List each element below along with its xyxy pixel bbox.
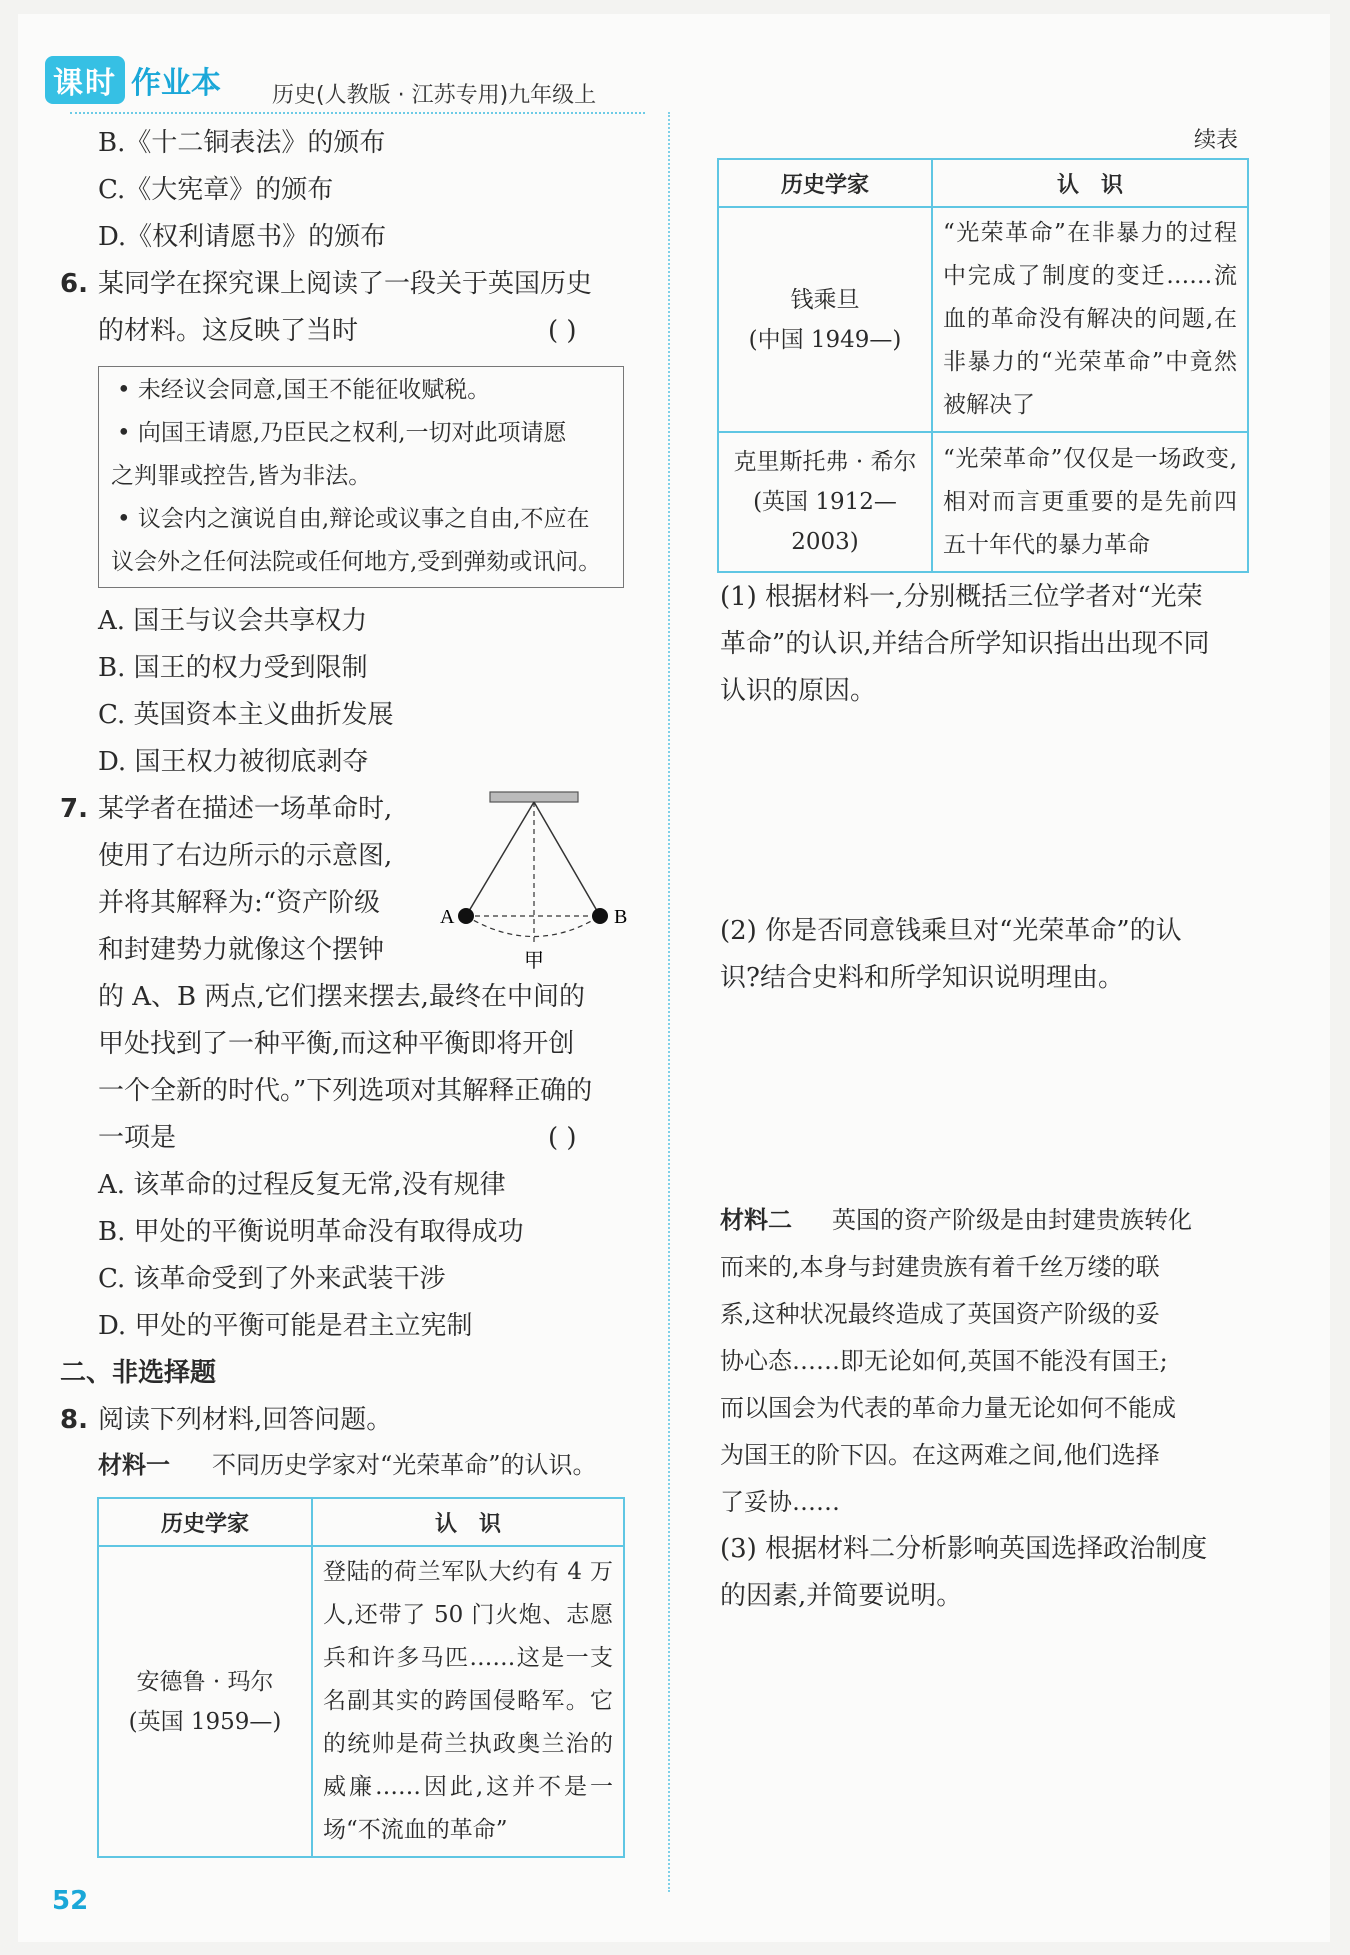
table-header-historian: 历史学家 xyxy=(98,1498,312,1546)
q8-number: 8. xyxy=(60,1405,88,1435)
q8-prompt: 阅读下列材料,回答问题。 xyxy=(98,1405,393,1435)
sub-question-2: (2) 你是否同意钱乘旦对“光荣革命”的认 xyxy=(720,916,1182,946)
q6-answer-paren: ( ) xyxy=(548,316,577,346)
material1-label: 材料一 xyxy=(98,1451,170,1479)
q6-option-a: A. 国王与议会共享权力 xyxy=(98,606,368,636)
q6-box-line: 议会外之任何法院或任何地方,受到弹劾或讯问。 xyxy=(111,549,602,575)
q7-line: 使用了右边所示的示意图, xyxy=(98,841,393,871)
q7-line: 一个全新的时代。”下列选项对其解释正确的 xyxy=(98,1076,593,1106)
q6-line2: 的材料。这反映了当时 xyxy=(98,316,359,346)
q6-option-d: D. 国王权力被彻底剥夺 xyxy=(98,747,369,777)
historian-name: 克里斯托弗 · 希尔 xyxy=(733,449,917,475)
q5-option-d: D.《权利请愿书》的颁布 xyxy=(98,222,387,252)
q7-line: 一项是 xyxy=(98,1123,177,1153)
historian-years: (英国 1912—2003) xyxy=(753,489,897,555)
material2-label: 材料二 xyxy=(720,1206,792,1234)
historian-years: (英国 1959—) xyxy=(128,1708,282,1735)
header-rule xyxy=(70,112,645,114)
pendulum-bob-a xyxy=(458,908,474,924)
material2-line: 为国王的阶下囚。在这两难之间,他们选择 xyxy=(720,1441,1160,1469)
historian-name: 钱乘旦 xyxy=(790,286,860,313)
book-subtitle: 历史(人教版 · 江苏专用)九年级上 xyxy=(272,83,597,108)
q7-answer-paren: ( ) xyxy=(548,1123,577,1153)
q6-number: 6. xyxy=(60,269,88,299)
pendulum-bob-b xyxy=(592,908,608,924)
historian-cell xyxy=(98,1546,312,1857)
table-header-historian: 历史学家 xyxy=(718,159,932,207)
pendulum-string-b xyxy=(534,802,600,916)
q6-option-b: B. 国王的权力受到限制 xyxy=(98,653,368,683)
page-number: 52 xyxy=(52,1886,89,1916)
material2-line: 协心态……即无论如何,英国不能没有国王; xyxy=(720,1347,1168,1375)
q7-line: 甲处找到了一种平衡,而这种平衡即将开创 xyxy=(98,1029,575,1059)
sub-question-3: 的因素,并简要说明。 xyxy=(720,1581,963,1611)
historians-table-part1 xyxy=(97,1497,625,1858)
q7-line: 的 A、B 两点,它们摆来摆去,最终在中间的 xyxy=(98,982,585,1012)
q7-line: 某学者在描述一场革命时, xyxy=(98,794,393,824)
sub-question-1: 认识的原因。 xyxy=(720,676,877,706)
pendulum-string-a xyxy=(466,802,534,916)
brand-logo xyxy=(45,56,221,104)
q5-option-b: B.《十二铜表法》的颁布 xyxy=(98,128,386,158)
label-jia: 甲 xyxy=(524,948,544,972)
q6-box-line: • 向国王请愿,乃臣民之权利,一切对此项请愿 xyxy=(117,420,567,446)
label-a: A xyxy=(440,906,455,928)
label-b: B xyxy=(614,906,628,928)
historians-table-part2 xyxy=(717,158,1249,573)
table-row xyxy=(718,207,1248,432)
pendulum-diagram xyxy=(430,785,640,975)
q6-box-line: • 议会内之演说自由,辩论或议事之自由,不应在 xyxy=(117,506,590,532)
section-heading: 二、非选择题 xyxy=(60,1358,217,1388)
q7-line: 并将其解释为:“资产阶级 xyxy=(98,888,381,918)
q6-option-c: C. 英国资本主义曲折发展 xyxy=(98,700,394,730)
q7-line: 和封建势力就像这个摆钟 xyxy=(98,935,385,965)
pendulum-mount xyxy=(490,792,578,802)
column-divider xyxy=(668,112,670,1892)
historian-years: (中国 1949—) xyxy=(748,326,902,353)
material2-line: 系,这种状况最终造成了英国资产阶级的妥 xyxy=(720,1300,1160,1328)
logo-badge: 课时 xyxy=(45,56,125,104)
material2-line: 而以国会为代表的革命力量无论如何不能成 xyxy=(720,1394,1176,1422)
q5-option-c: C.《大宪章》的颁布 xyxy=(98,175,334,205)
sub-question-1: 革命”的认识,并结合所学知识指出出现不同 xyxy=(720,629,1210,659)
historian-view: 登陆的荷兰军队大约有 4 万人,还带了 50 门火炮、志愿兵和许多马匹……这是一支名副其实的跨国侵略军。它的统帅是荷兰执政奥兰治的威廉……因此,这并不是一场“不流血的革命” xyxy=(312,1546,624,1857)
table-header-view: 认 识 xyxy=(312,1498,624,1546)
q7-number: 7. xyxy=(60,794,88,824)
historian-view: “光荣革命”在非暴力的过程中完成了制度的变迁……流血的革命没有解决的问题,在非暴力的“光荣革命”中竟然被解决了 xyxy=(932,207,1248,432)
table-header-view: 认 识 xyxy=(932,159,1248,207)
material2-line: 而来的,本身与封建贵族有着千丝万缕的联 xyxy=(720,1253,1160,1281)
table-row xyxy=(718,432,1248,572)
q7-option-d: D. 甲处的平衡可能是君主立宪制 xyxy=(98,1311,473,1341)
q6-box-line: • 未经议会同意,国王不能征收赋税。 xyxy=(117,377,491,403)
material2-line: 了妥协…… xyxy=(720,1488,840,1516)
historian-name: 安德鲁 · 玛尔 xyxy=(136,1668,274,1695)
historian-cell xyxy=(718,207,932,432)
historian-view: “光荣革命”仅仅是一场政变,相对而言更重要的是先前四五十年代的暴力革命 xyxy=(932,432,1248,572)
q6-box-line: 之判罪或控告,皆为非法。 xyxy=(111,463,372,489)
q7-option-b: B. 甲处的平衡说明革命没有取得成功 xyxy=(98,1217,524,1247)
historian-cell xyxy=(718,432,932,572)
q7-option-c: C. 该革命受到了外来武装干涉 xyxy=(98,1264,446,1294)
table-continued-label: 续表 xyxy=(1194,128,1239,153)
q6-material-box xyxy=(98,366,624,588)
material1-text: 不同历史学家对“光荣革命”的认识。 xyxy=(212,1451,597,1479)
q6-line1: 某同学在探究课上阅读了一段关于英国历史 xyxy=(98,269,593,299)
pendulum-arc xyxy=(466,916,600,937)
sub-question-3: (3) 根据材料二分析影响英国选择政治制度 xyxy=(720,1534,1208,1564)
sub-question-1: (1) 根据材料一,分别概括三位学者对“光荣 xyxy=(720,582,1203,612)
table-row xyxy=(98,1546,624,1857)
logo-text: 作业本 xyxy=(131,66,221,101)
q7-option-a: A. 该革命的过程反复无常,没有规律 xyxy=(98,1170,506,1200)
sub-question-2: 识?结合史料和所学知识说明理由。 xyxy=(720,963,1124,993)
material2-line: 英国的资产阶级是由封建贵族转化 xyxy=(832,1206,1192,1234)
